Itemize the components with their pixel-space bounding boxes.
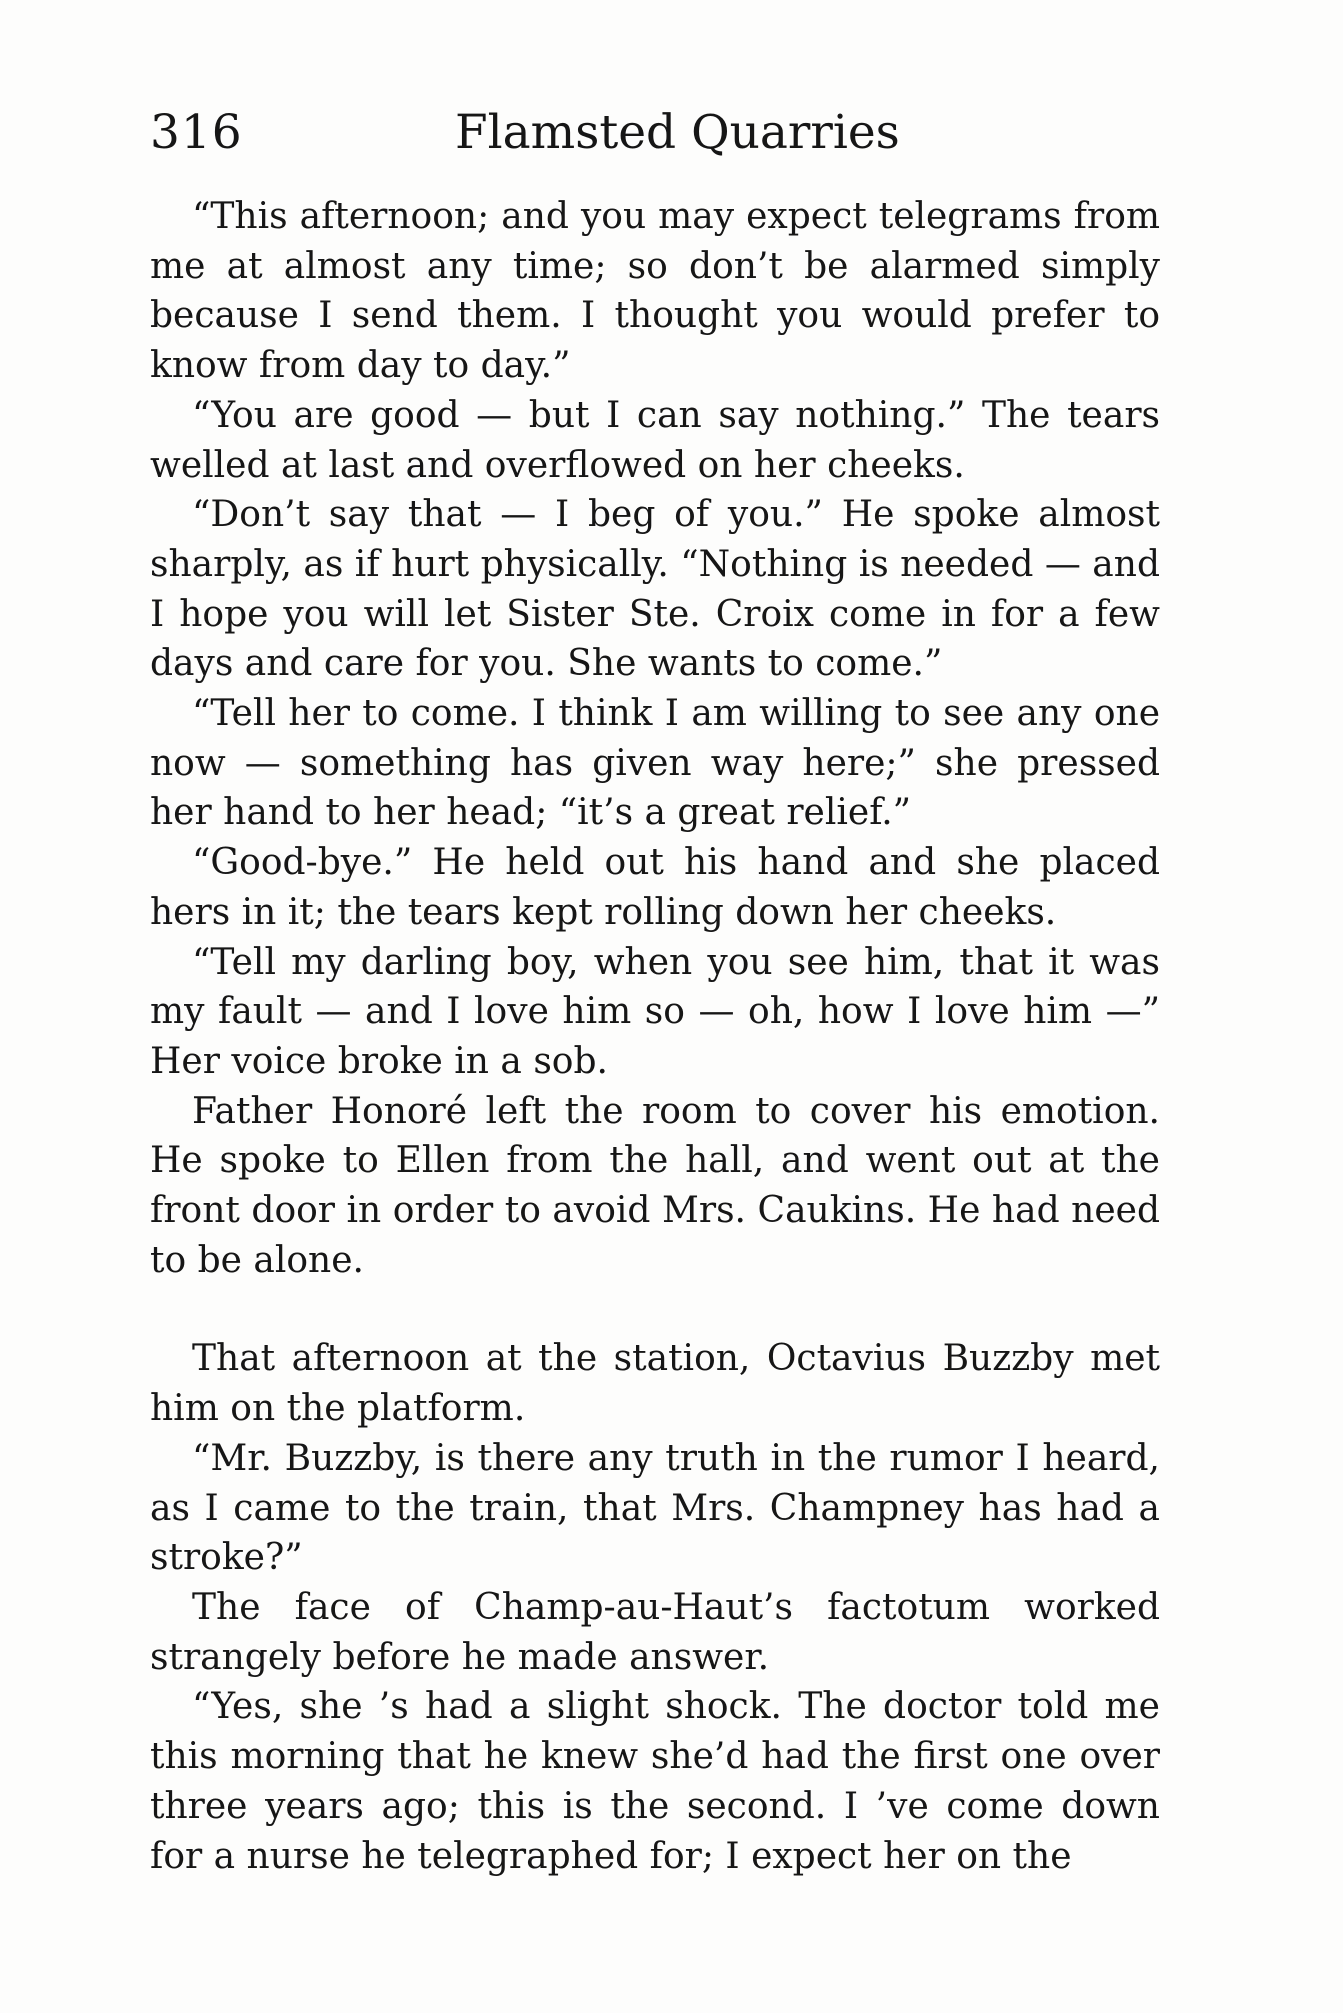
paragraph: “Mr. Buzzby, is there any truth in the rumor I heard, as I came to the train, that Mrs. Champney has had a stroke?” — [150, 1437, 1160, 1579]
body-text — [150, 192, 1160, 1881]
paragraph: “Tell my darling boy, when you see him, that it was my fault — and I love him so — oh, how I love him —” Her voice broke in a sob. — [150, 941, 1160, 1082]
paragraph: “Good-bye.” He held out his hand and she placed hers in it; the tears kept rolling down her cheeks. — [150, 842, 1160, 933]
running-title: Flamsted Quarries — [455, 105, 900, 160]
paragraph: “Tell her to come. I think I am willing to see any one now — something has given way here;” she pressed her hand to her head; “it’s a great relief.” — [150, 693, 1160, 834]
paragraph: The face of Champ-au-Haut’s factotum worked strangely before he made answer. — [150, 1586, 1160, 1678]
section-break — [150, 1285, 1160, 1334]
paragraph: “You are good — but I can say nothing.” The tears welled at last and overflowed on her cheeks. — [150, 394, 1160, 486]
paragraph: “This afternoon; and you may expect telegrams from me at almost any time; so don’t be alarmed simply because I send them. I thought you would prefer to know from day to day.” — [150, 196, 1160, 387]
paragraph: “Yes, she ’s had a slight shock. The doctor told me this morning that he knew she’d had the first one over three years ago; this is the second. I ’ve come down for a nurse he telegraphed for; I expect her on the — [150, 1686, 1160, 1877]
paragraph: “Don’t say that — I beg of you.” He spoke almost sharply, as if hurt physically. “Nothing is needed — and I hope you will let Sister Ste. Croix come in for a few days and care for you. She wants to come.” — [150, 494, 1160, 685]
page-number: 316 — [150, 105, 243, 160]
paragraph: That afternoon at the station, Octavius Buzzby met him on the platform. — [150, 1338, 1160, 1430]
page-header — [150, 98, 1160, 168]
paragraph: Father Honoré left the room to cover his emotion. He spoke to Ellen from the hall, and went out at the front door in order to avoid Mrs. Caukins. He had need to be alone. — [150, 1090, 1160, 1281]
